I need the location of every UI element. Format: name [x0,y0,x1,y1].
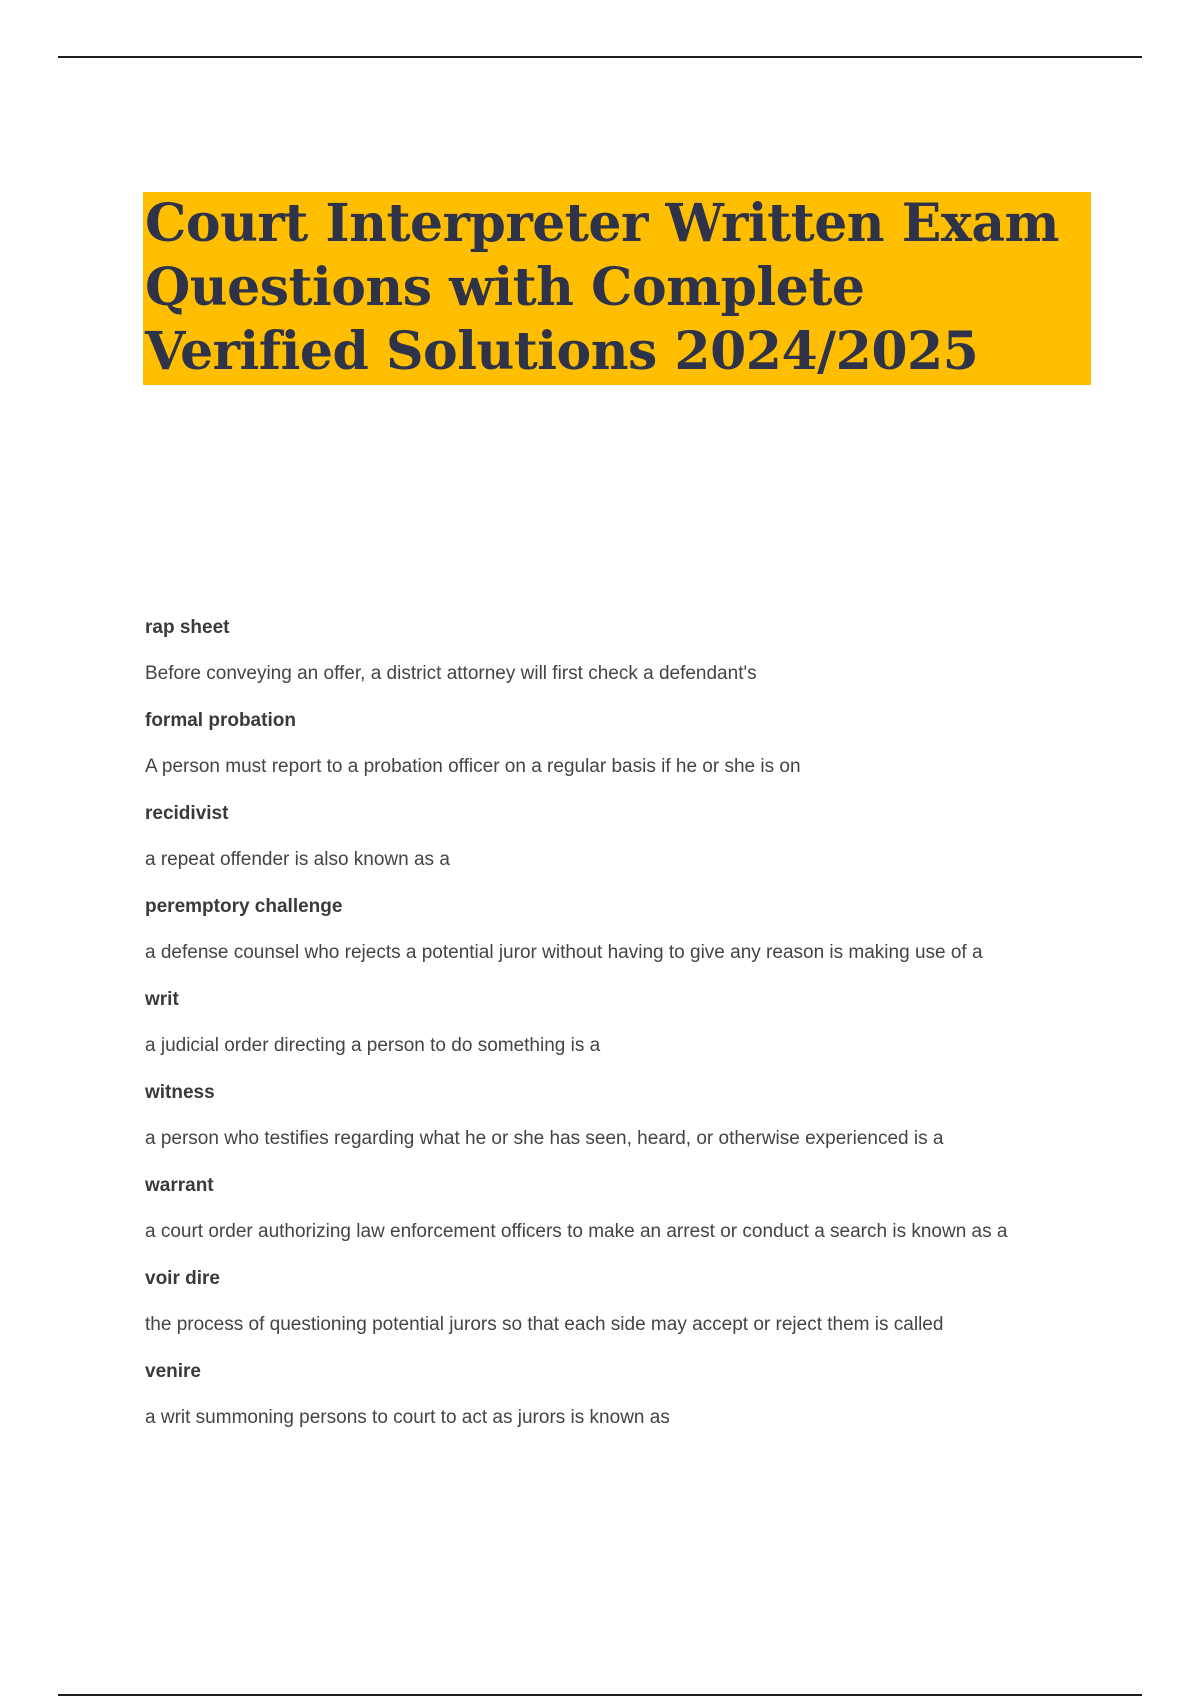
qa-item [145,1172,1095,1265]
qa-item [145,986,1095,1079]
definition: a court order authorizing law enforcement officers to make an arrest or conduct a search is known as a [145,1221,1008,1242]
qa-list [145,614,1095,1451]
qa-item [145,1079,1095,1172]
term: rap sheet [145,617,230,638]
bottom-rule [58,1694,1142,1696]
document-title: Court Interpreter Written Exam Questions with Complete Verified Solutions 2024/2025 [145,193,1060,382]
qa-item [145,1265,1095,1358]
top-rule [58,56,1142,58]
definition: the process of questioning potential jurors so that each side may accept or reject them is called [145,1314,944,1335]
qa-item [145,1358,1095,1451]
qa-item [145,707,1095,800]
term: recidivist [145,803,229,824]
definition: a defense counsel who rejects a potential juror without having to give any reason is making use of a [145,942,983,963]
definition: Before conveying an offer, a district attorney will first check a defendant's [145,663,757,684]
definition: a person who testifies regarding what he or she has seen, heard, or otherwise experienced is a [145,1128,944,1149]
term: writ [145,989,179,1010]
term: warrant [145,1175,214,1196]
term: voir dire [145,1268,220,1289]
term: venire [145,1361,201,1382]
qa-item [145,893,1095,986]
definition: a writ summoning persons to court to act as jurors is known as [145,1407,670,1428]
definition: a judicial order directing a person to do something is a [145,1035,601,1056]
definition: a repeat offender is also known as a [145,849,450,870]
definition: A person must report to a probation officer on a regular basis if he or she is on [145,756,801,777]
qa-item [145,614,1095,707]
term: formal probation [145,710,296,731]
term: peremptory challenge [145,896,343,917]
qa-item [145,800,1095,893]
term: witness [145,1082,215,1103]
